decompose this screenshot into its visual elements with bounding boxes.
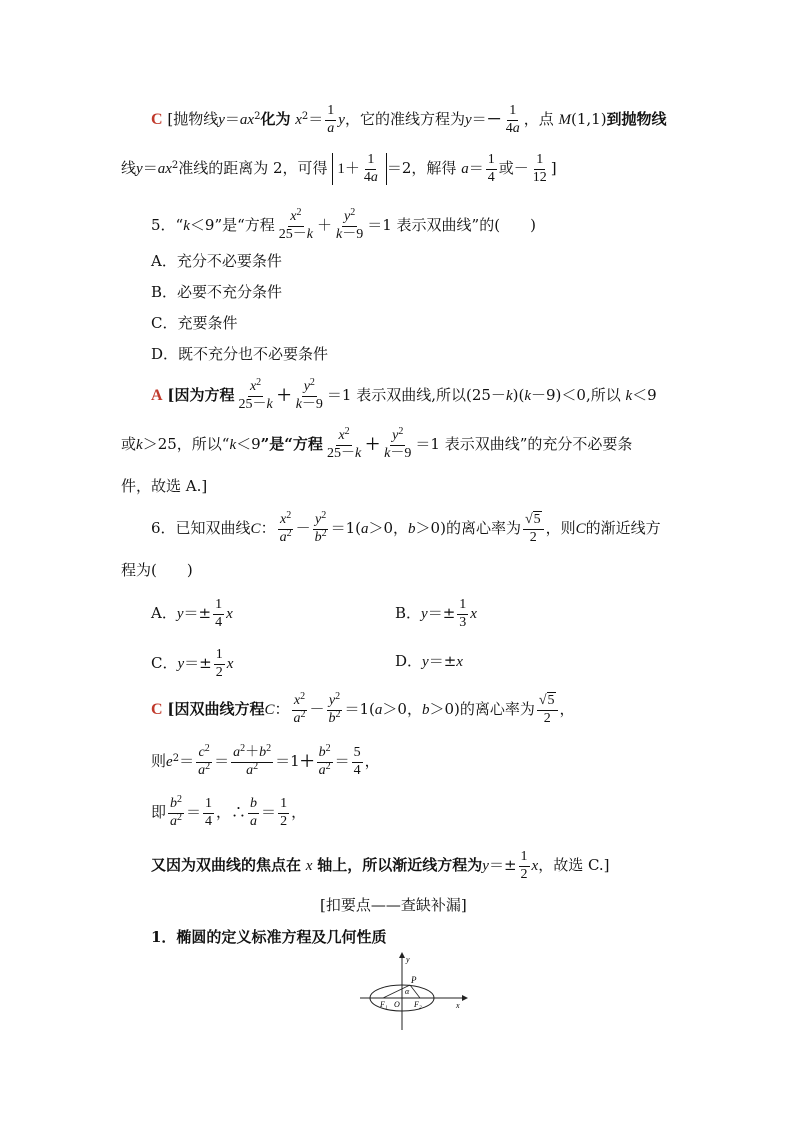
answer-letter: C — [151, 111, 163, 129]
fraction: $\frac{1}{4a}$ — [505, 103, 520, 136]
q6-answer-line4: 又因为双曲线的焦点在 x 轴上，所以渐近线方程为y＝± $\frac{1}{2}$ x，故选 C.] — [151, 849, 610, 882]
section-title: [扣要点——查缺补漏] — [320, 896, 467, 914]
label-alpha: α — [405, 987, 410, 996]
q6-answer-line3: 即 $\frac{b^2}{a^2}$ ＝ $\frac{1}{4}$ ，∴ $\frac{b}{a}$ ＝ $\frac{1}{2}$ ， — [151, 794, 307, 829]
q6-option-d: D．y＝±x — [395, 652, 463, 670]
q6-answer-line2: 则$e^2=$ $\frac{c^2}{a^2}$ ＝ $\frac{a^2+b^2}{a^2}$ ＝1＋ $\frac{b^2}{a^2}$ ＝ $\frac{5}{4}$ ， — [151, 743, 380, 778]
q5-option-d: D．既不充分也不必要条件 — [151, 345, 329, 363]
q6-option-a: A．y＝± $\frac{1}{4}$ x — [151, 597, 233, 630]
item-1-heading: 1．椭圆的定义标准方程及几何性质 — [151, 928, 387, 946]
ellipse-figure — [358, 952, 468, 1032]
q5-answer-line2: 或k＞25，所以“k＜9”是“方程 $\frac{x^2}{25-k}$ ＋ $\frac{y^2}{k-9}$ ＝1 表示双曲线”的充分不必要条 — [121, 426, 633, 461]
absolute-value: 1＋ $\frac{1}{4a}$ — [332, 153, 387, 185]
q5-answer-line1: A [因为方程 $\frac{x^2}{25-k}$ ＋ $\frac{y^2}{k-9}$ ＝1 表示双曲线,所以(25－k)(k－9)＜0,所以 k＜9 — [151, 377, 657, 412]
label-f2: F₂ — [414, 1000, 422, 1009]
q6-stem-line2: 程为( ) — [121, 561, 193, 579]
answer-letter: C — [151, 701, 163, 719]
label-x: x — [456, 1001, 460, 1010]
q5-answer-line3: 件，故选 A.] — [121, 477, 208, 495]
label-y: y — [406, 955, 410, 964]
q6-answer-line1: C [因双曲线方程C： $\frac{x^2}{a^2}$ － $\frac{y^2}{b^2}$ ＝1(a＞0，b＞0)的离心率为 $\frac{√5}{2}$ ， — [151, 691, 575, 726]
q5-option-a: A．充分不必要条件 — [151, 252, 282, 270]
label-o: O — [394, 1000, 400, 1009]
q6-option-c: C．y＝± $\frac{1}{2}$ x — [151, 647, 234, 680]
label-p: P — [411, 975, 417, 985]
q5-option-b: B．必要不充分条件 — [151, 283, 283, 301]
q6-stem: 6．已知双曲线C： $\frac{x^2}{a^2}$ － $\frac{y^2}{b^2}$ ＝1(a＞0，b＞0)的离心率为 $\frac{√5}{2}$ ，则C的渐近线方 — [151, 510, 661, 545]
fraction: $\frac{1}{a}$ — [327, 103, 335, 136]
q4-answer-line2: 线$y=ax^2$准线的距离为 2，可得 1＋ $\frac{1}{4a}$ ＝2，解得 a＝ $\frac{1}{4}$ 或－ $\frac{1}{12}$ ] — [121, 152, 557, 185]
q6-option-b: B．y＝± $\frac{1}{3}$ x — [395, 597, 477, 630]
q5-stem: 5．“k＜9”是“方程 $\frac{x^2}{25-k}$ ＋ $\frac{y^2}{k-9}$ ＝1 表示双曲线”的( ) — [151, 207, 536, 242]
answer-letter: A — [151, 387, 163, 405]
x-axis-arrow-icon — [462, 995, 468, 1001]
label-f1: F₁ — [380, 1000, 388, 1009]
q5-option-c: C．充要条件 — [151, 314, 238, 332]
y-axis-arrow-icon — [399, 952, 405, 958]
q4-answer-line1: C [抛物线$y=ax^2$化为 $x^2=$ $\frac{1}{a}$ y，它的准线方程为y＝－ $\frac{1}{4a}$ ，点 M(1,1)到抛物线 — [151, 103, 667, 136]
